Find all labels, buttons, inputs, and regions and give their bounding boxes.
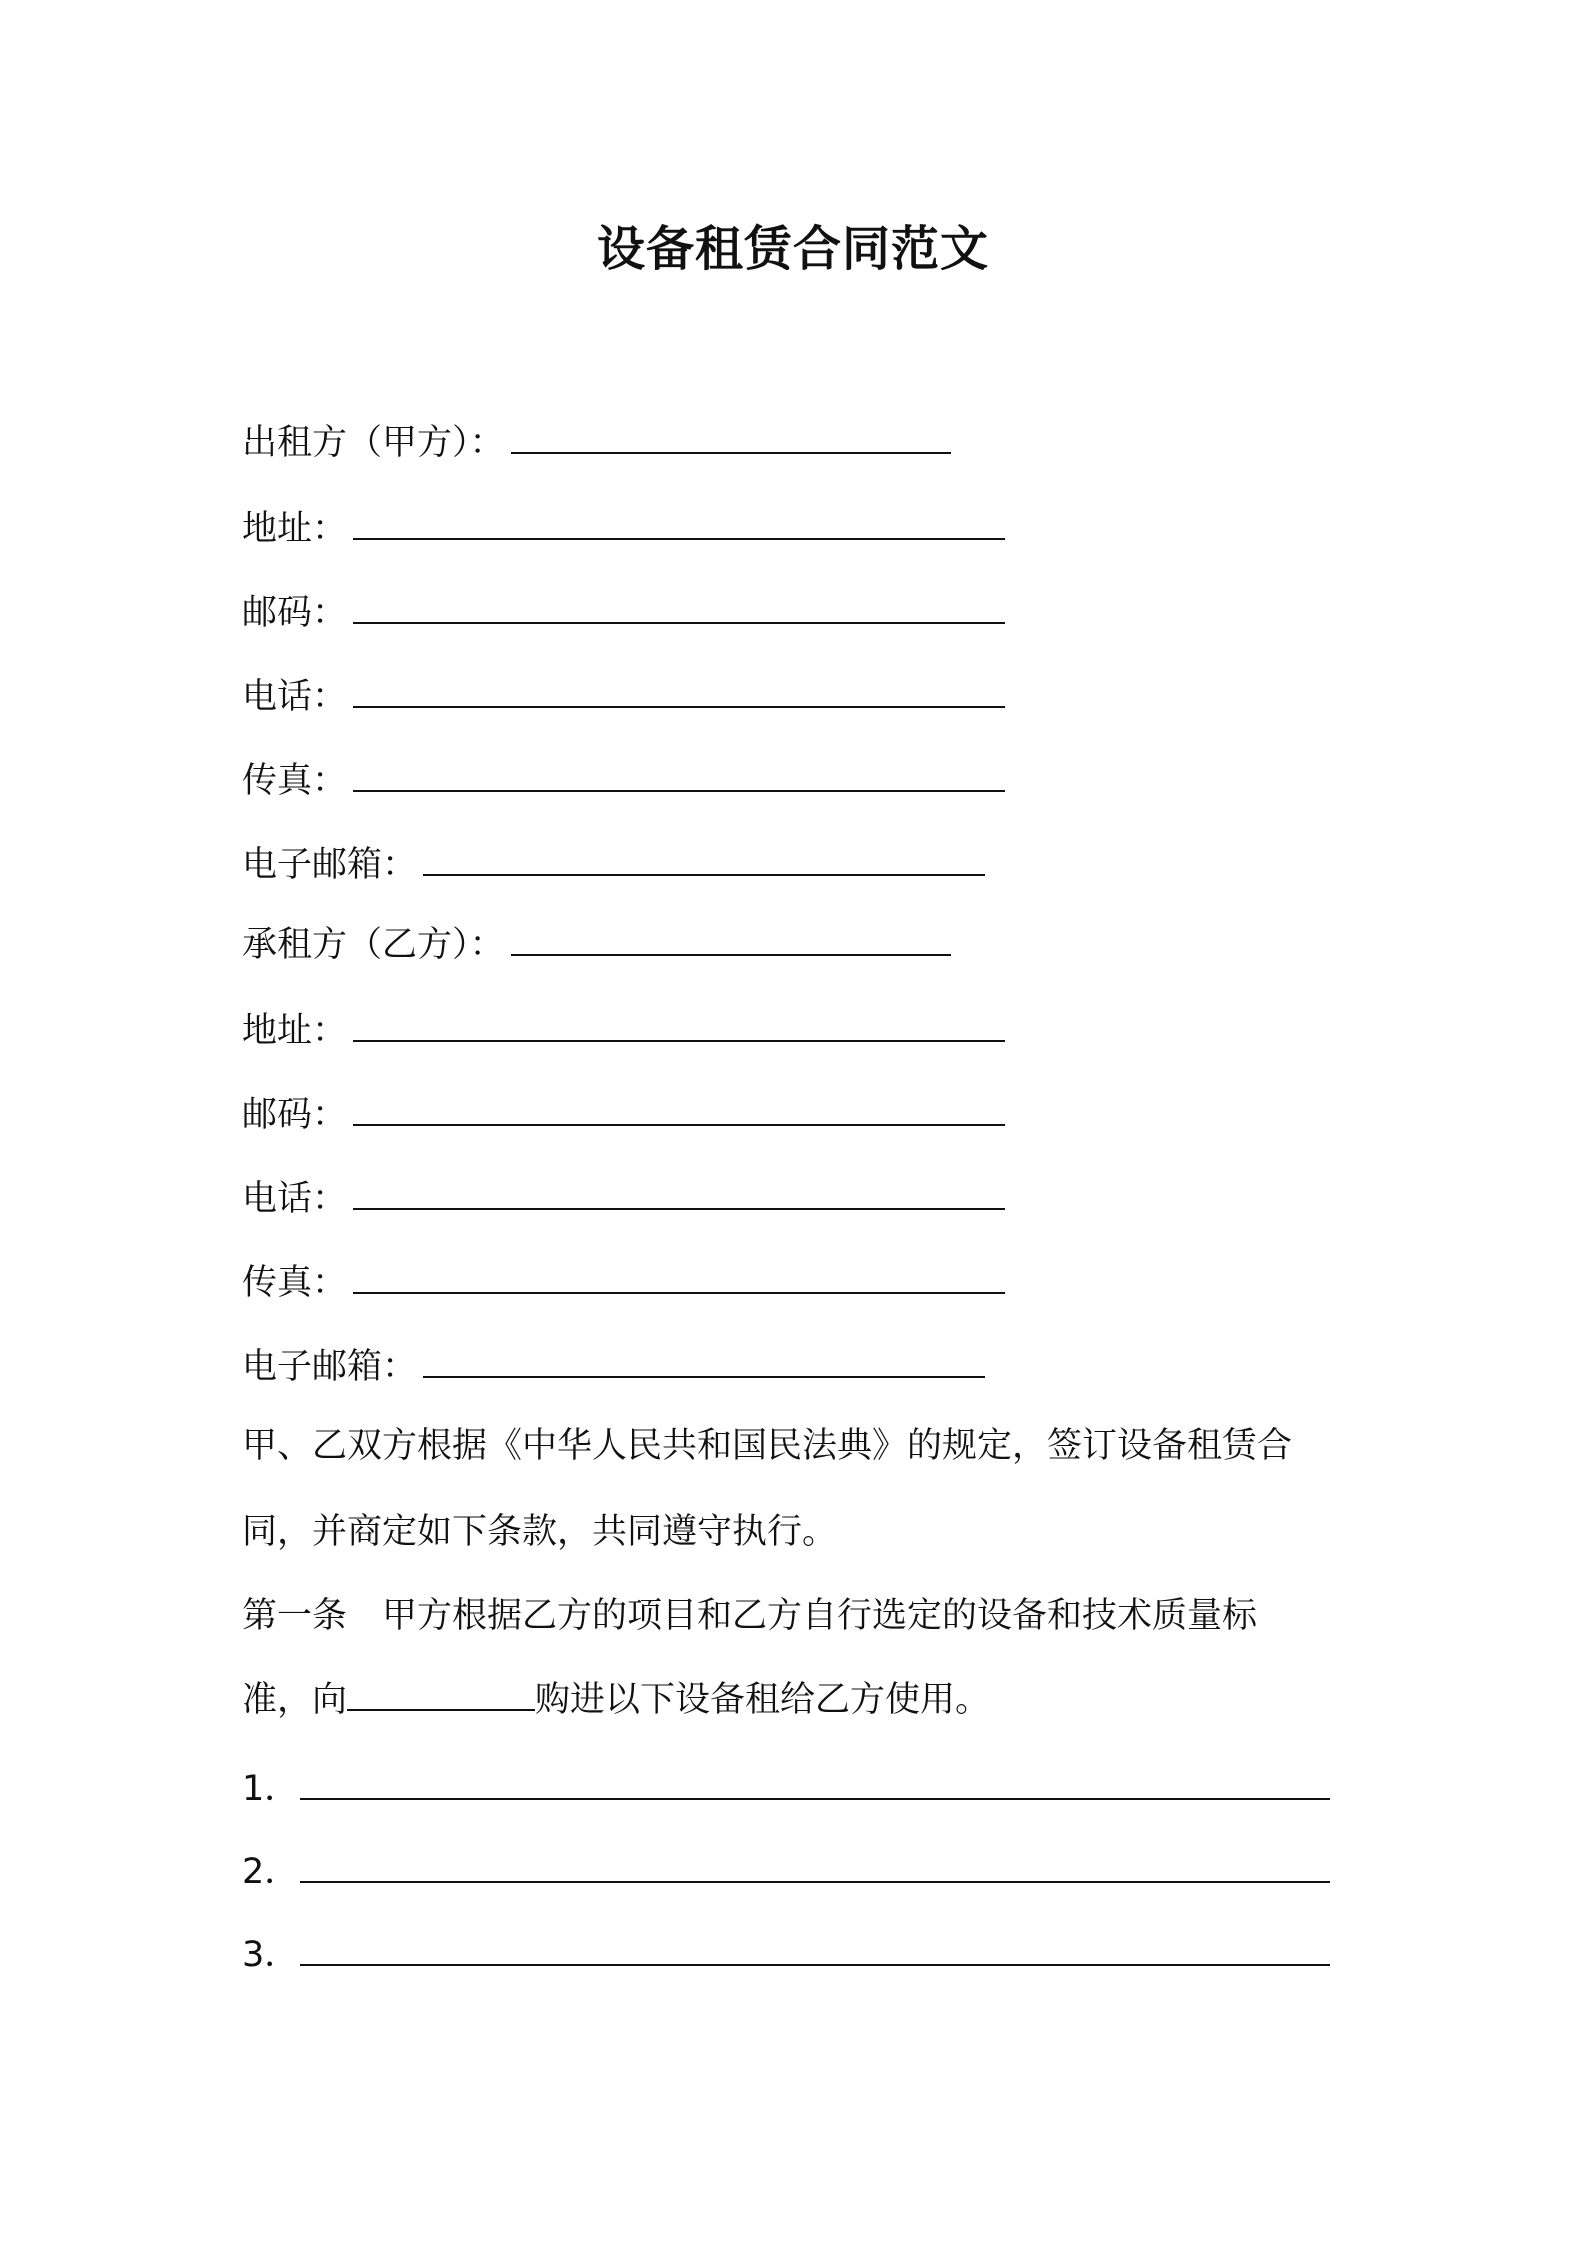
lessee-fax-row	[242, 1254, 1005, 1308]
item-row-2	[242, 1843, 1330, 1897]
item-blank-1[interactable]	[300, 1760, 1330, 1800]
lessee-address-label: 地址：	[242, 1011, 348, 1051]
lessee-email-label: 电子邮箱：	[242, 1347, 418, 1387]
lessee-party-blank[interactable]	[511, 916, 951, 956]
lessor-address-label: 地址：	[242, 509, 348, 549]
article-1-line-1: 第一条 甲方根据乙方的项目和乙方自行选定的设备和技术质量标	[242, 1596, 1258, 1636]
document-title: 设备租赁合同范文	[596, 221, 989, 277]
lessee-email-row	[242, 1338, 985, 1392]
lessee-fax-blank[interactable]	[353, 1254, 1005, 1294]
lessee-postcode-row	[242, 1086, 1005, 1140]
item-row-3	[242, 1926, 1330, 1980]
lessee-phone-blank[interactable]	[353, 1170, 1005, 1210]
item-blank-3[interactable]	[300, 1926, 1330, 1966]
lessee-address-blank[interactable]	[353, 1002, 1005, 1042]
lessee-postcode-label: 邮码：	[242, 1095, 348, 1135]
article-1-text-before: 准，向	[242, 1680, 348, 1720]
preamble-line-2: 同，并商定如下条款，共同遵守执行。	[242, 1512, 838, 1552]
lessor-party-row	[242, 414, 951, 468]
lessor-fax-row	[242, 752, 1005, 806]
item-row-1	[242, 1760, 1330, 1814]
item-blank-2[interactable]	[300, 1843, 1330, 1883]
item-number-1: 1．	[242, 1769, 300, 1809]
lessee-party-label: 承租方（乙方）：	[242, 925, 505, 965]
item-number-2: 2．	[242, 1852, 300, 1892]
article-1-text-after: 购进以下设备租给乙方使用。	[535, 1680, 991, 1720]
supplier-blank[interactable]	[347, 1675, 535, 1711]
lessor-party-blank[interactable]	[511, 414, 951, 454]
lessor-phone-label: 电话：	[242, 677, 348, 717]
lessor-fax-blank[interactable]	[353, 752, 1005, 792]
lessee-email-blank[interactable]	[423, 1338, 985, 1378]
lessee-party-row	[242, 916, 951, 970]
lessor-postcode-blank[interactable]	[353, 584, 1005, 624]
lessor-address-blank[interactable]	[353, 500, 1005, 540]
lessor-party-label: 出租方（甲方）：	[242, 423, 505, 463]
lessee-phone-row	[242, 1170, 1005, 1224]
lessor-address-row	[242, 500, 1005, 554]
lessee-postcode-blank[interactable]	[353, 1086, 1005, 1126]
item-number-3: 3．	[242, 1935, 300, 1975]
lessor-phone-row	[242, 668, 1005, 722]
lessor-phone-blank[interactable]	[353, 668, 1005, 708]
article-1-line-2	[242, 1672, 1362, 1722]
preamble-line-1: 甲、乙双方根据《中华人民共和国民法典》的规定，签订设备租赁合	[242, 1426, 1293, 1466]
lessor-email-label: 电子邮箱：	[242, 845, 418, 885]
lessee-fax-label: 传真：	[242, 1263, 348, 1303]
lessor-email-row	[242, 836, 985, 890]
lessor-fax-label: 传真：	[242, 761, 348, 801]
lessor-email-blank[interactable]	[423, 836, 985, 876]
lessor-postcode-label: 邮码：	[242, 593, 348, 633]
lessee-address-row	[242, 1002, 1005, 1056]
lessee-phone-label: 电话：	[242, 1179, 348, 1219]
lessor-postcode-row	[242, 584, 1005, 638]
